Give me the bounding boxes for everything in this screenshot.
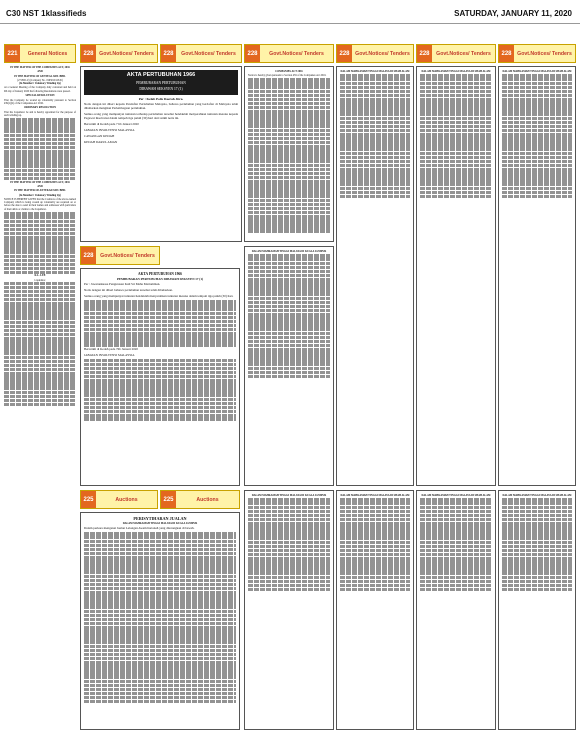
court-notice-b: DALAM MAHKAMAH TINGGI MALAYA DI SHAH ALAM <box>336 66 414 486</box>
page-header <box>0 0 580 24</box>
section-header-govt-7: 228 Govt.Notices/ Tenders <box>80 246 160 265</box>
court-notice-c: DALAM MAHKAMAH TINGGI MALAYA DI SHAH ALAM <box>416 66 496 486</box>
court-notice-e: DALAM MAHKAMAH TINGGI MALAYA DI KUALA LUMPUR <box>244 490 334 730</box>
page-date: SATURDAY, JANUARY 11, 2020 <box>454 9 572 18</box>
court-notice-d: DALAM MAHKAMAH TINGGI MALAYA DI SHAH ALAM <box>498 66 576 486</box>
section-header-auctions-1: 225 Auctions <box>80 490 158 509</box>
akta-pertubuhan-notice-2: AKTA PERTUBUHAN 1966 PEMBUBARAN PERTUBUHAN DIBAWAH SEKSYEN 17 (1) Per : Jawatankuasa Pengurusan Kuil Sri Maha Mariamman. Notis dengan ini diberi bahawa pertubuhan tersebut telah dibubarkan. Semua orang yang mempunyai tuntutan hendaklah menyerahkan tuntutan mereka dalam tempoh tiga puluh (30) hari. Bertarikh di Kedah pada 7hb Januari 2020 JABATAN INSOLVENSI MALAYSIA <box>80 268 240 486</box>
court-notice-h: DALAM MAHKAMAH TINGGI MALAYA DI SHAH ALAM <box>498 490 576 730</box>
general-notices-column: IN THE MATTER OF THE COMPANIES ACT, 2016 AND IN THE MATTER OF GENTEAL SDN. BHD. (271895-U) (Company No. 199301012345) (In Members' Voluntary Winding Up) At a General Meeting of the Company duly convened and held on 9th day of January 2020 the following Resolutions were passed. SPECIAL RESOLUTION That the Company be wound up voluntarily pursuant to Section 439(1)(b) of the Companies Act 2016. ORDINARY RESOLUTION That the Liquidator be and is hereby appointed for the purpose of such winding up. IN THE MATTER OF THE COMPANIES ACT, 2016 AND IN THE MATTER OF ANTEKAD SDN. BHD. (In Members' Voluntary Winding Up) NOTICE IS HEREBY GIVEN that the Creditors of the above-named Company which is being wound up voluntarily are required on or before the date to send in their names and addresses with particulars of their debts or claims to the Liquidator. K.L. LEE Liquidator <box>4 66 76 730</box>
section-header-auctions-2: 225 Auctions <box>160 490 240 509</box>
section-header-general-notices: 221 General Notices <box>4 44 76 63</box>
section-header-govt-5: 228 Govt.Notices/ Tenders <box>416 44 496 63</box>
section-header-govt-6: 228 Govt.Notices/ Tenders <box>498 44 576 63</box>
akta-pertubuhan-notice-1: AKTA PERTUBUHAN 1966 PEMBUBARAN PERTUBUHAN DIBAWAH SEKSYEN 17 (1) Per : Kelab Polis Daerah Jitra. Notis dengan ini diberi kepada Pendaftar Pertubuhan Malaysia, bahawa pertubuhan yang berdaftar di Malaysia telah dibubarkan mengikut Perlembagaan pertubuhan. Semua orang yang mempunyai tuntutan terhadap pertubuhan tersebut hendaklah menyerahkan tuntutan mereka kepada Pegawai Insolvensi dalam tempoh tiga puluh (30) hari dari tarikh notis ini. Bertarikh di Kedah pada 7 hb Januari 2020 JABATAN INSOLVENSI MALAYSIA CAWANGAN KEDAH KEDAH DARUL AMAN <box>80 66 242 242</box>
section-header-govt-4: 228 Govt.Notices/ Tenders <box>336 44 414 63</box>
court-notice-g: DALAM MAHKAMAH TINGGI MALAYA DI SHAH ALAM <box>416 490 496 730</box>
companies-act-notice: COMPANIES ACT 2016 Notice is hereby given pursuant to Section 459 of the Companies Act 2016. <box>244 66 334 242</box>
section-header-govt-2: 228 Govt.Notices/ Tenders <box>160 44 242 63</box>
section-header-govt-1: 228 Govt.Notices/ Tenders <box>80 44 158 63</box>
page-label: C30 NST 1klassifieds <box>6 9 87 18</box>
court-notice-f: DALAM MAHKAMAH TINGGI MALAYA DI SHAH ALAM <box>336 490 414 730</box>
auction-notice: PERISYTIHARAN JUALAN DALAM MAHKAMAH TINGGI MALAYA DI KUALA LUMPUR Dalam perkara mengenai Jualan Lelongan Awam hartanah yang diterangkan di bawah. <box>80 512 240 730</box>
section-header-govt-3: 228 Govt.Notices/ Tenders <box>244 44 334 63</box>
court-notice-a: DALAM MAHKAMAH TINGGI MALAYA DI KUALA LUMPUR <box>244 246 334 486</box>
